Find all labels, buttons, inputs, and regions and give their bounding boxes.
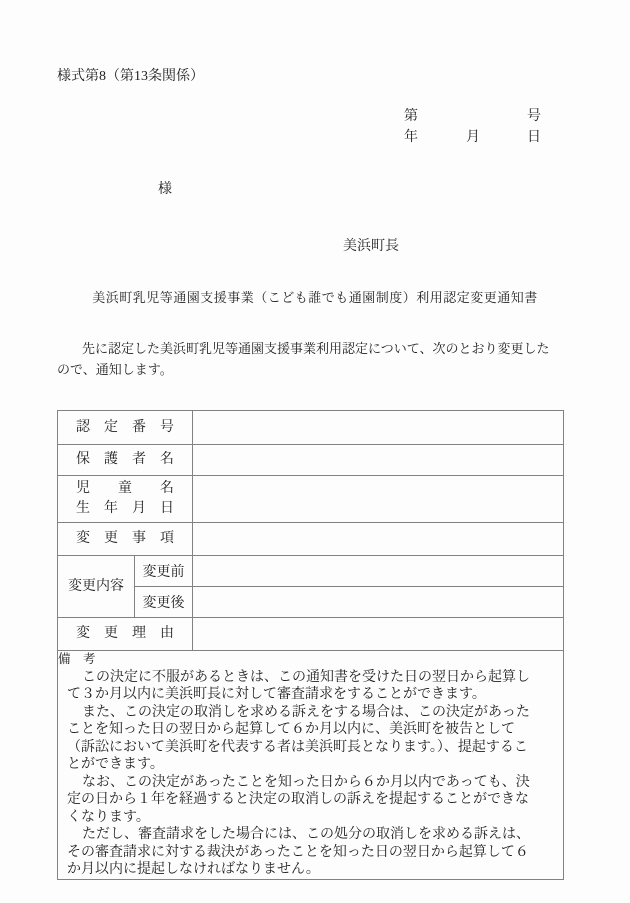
table-row-certification-no (58, 411, 564, 445)
remarks-paragraph-after-appeal: ただし、審査請求をした場合には、この処分の取消しを求める訴えは、その審査請求に対する裁決があったことを知った日の翌日から起算して６か月以内に提起しなければなりません。 (67, 827, 530, 877)
changed-item-value (193, 523, 564, 556)
date-day-label: 日 (527, 130, 541, 145)
table-row-change-reason (58, 618, 564, 651)
addressee-honorific: 様 (158, 182, 172, 197)
doc-number-prefix: 第 (404, 109, 418, 124)
guardian-name-label: 保 護 者 名 (58, 445, 193, 476)
notification-body-text: 先に認定した美浜町乳児等通園支援事業利用認定について、次のとおり変更したので、通知します。 (57, 341, 550, 377)
table-row-child-name-birth (58, 476, 564, 523)
remarks-paragraph-lawsuit: また、この決定の取消しを求める訴えをする場合は、この決定があったことを知った日の翌日から起算して６か月以内に、美浜町を被告として（訴訟において美浜町を代表する者は美浜町長となります。）、提起することができます。 (67, 704, 530, 772)
form-number: 様式第8（第13条関係） (57, 69, 204, 84)
remarks-cell (58, 651, 564, 880)
change-reason-label: 変 更 理 由 (58, 618, 193, 651)
remarks-paragraph-one-year-limit: なお、この決定があったことを知った日から６か月以内であっても、決定の日から１年を経過すると決定の取消しの訴えを提起することができなくなります。 (67, 774, 530, 825)
authorization-change-table (57, 410, 564, 880)
before-change-label: 変更前 (135, 556, 193, 587)
child-name-birth-value (193, 476, 564, 523)
child-name-label: 児 童 名 (76, 481, 174, 496)
table-row-remarks (58, 651, 564, 880)
issuer-name: 美浜町長 (343, 239, 399, 254)
date-month-label: 月 (466, 130, 480, 145)
change-content-label: 変更内容 (58, 556, 135, 618)
date-year-label: 年 (404, 130, 418, 145)
certification-no-value (193, 411, 564, 445)
change-reason-value (193, 618, 564, 651)
remarks-label: 備 考 (58, 652, 96, 666)
document-title: 美浜町乳児等通園支援事業（こども誰でも通園制度）利用認定変更通知書 (92, 290, 538, 305)
child-name-birth-label (58, 476, 193, 523)
before-change-value (193, 556, 564, 587)
table-row-guardian-name (58, 445, 564, 476)
remarks-paragraph-appeal: この決定に不服があるときは、この通知書を受けた日の翌日から起算して３か月以内に美浜町長に対して審査請求をすることができます。 (67, 669, 530, 702)
remarks-body (67, 669, 533, 879)
after-change-value (193, 587, 564, 618)
guardian-name-value (193, 445, 564, 476)
table-row-change-before (58, 556, 564, 587)
certification-no-label: 認 定 番 号 (58, 411, 193, 445)
table-row-changed-item (58, 523, 564, 556)
changed-item-label: 変 更 事 項 (58, 523, 193, 556)
birth-date-label: 生 年 月 日 (76, 501, 174, 516)
doc-number-suffix: 号 (527, 109, 541, 124)
after-change-label: 変更後 (135, 587, 193, 618)
